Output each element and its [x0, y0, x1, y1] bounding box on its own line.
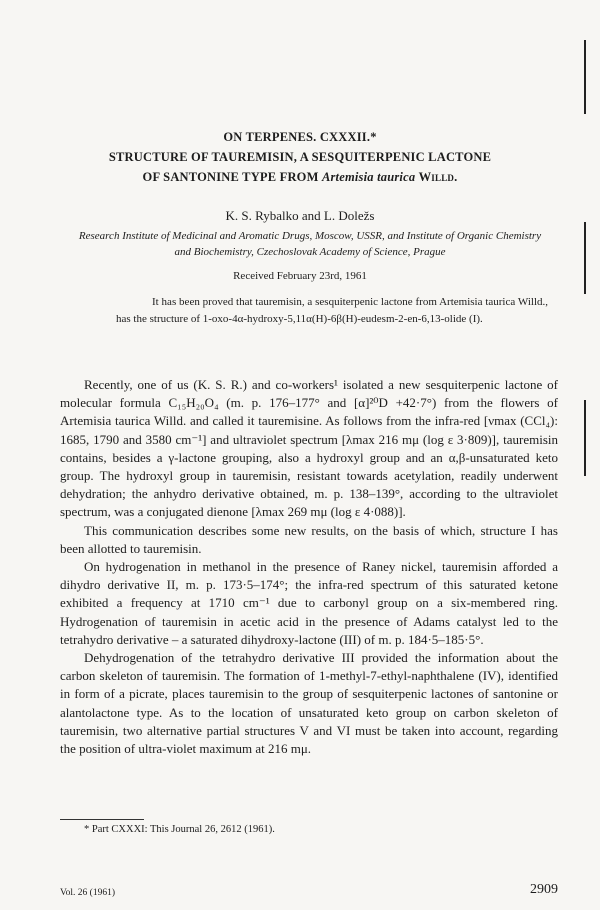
abstract: It has been proved that tauremisin, a sesquiterpenic lactone from Artemisia taurica Willd., has the structure of 1-oxo-4α-hydroxy-5,11α(H)-6β(H)-eudesm-2-en-6,13-olide (I).	[116, 296, 548, 325]
footnote-rule	[60, 819, 144, 820]
paragraph-3: On hydrogenation in methanol in the presence of Raney nickel, tauremisin afforded a dihydro derivative II, m. p. 173·5–174°; the infra-red spectrum of this saturated ketone exhibited a frequency at 1710 cm⁻¹ due to carbonyl group on a six-membered ring. Hydrogenation of tauremisin in acetic acid in the presence of Adams catalyst led to the tetrahydro derivative – a saturated dihydroxy-lactone (III) of m. p. 184·5–185·5°.	[60, 559, 558, 647]
margin-rule-middle	[584, 222, 586, 294]
title-species: Artemisia taurica	[321, 170, 416, 184]
received-date: Received February 23rd, 1961	[233, 270, 367, 282]
margin-rule-top	[584, 40, 586, 114]
paragraph-4: Dehydrogenation of the tetrahydro derivative III provided the information about the carbon skeleton of tauremisin. The formation of 1-methyl-7-ethyl-naphthalene (IV), identified in form of a picrate, places tauremisin to the group of sesquiterpenic lactones of santonine or alantolactone type. As to the location of unsaturated keto group on carbon skeleton of tauremisin, two alternative partial structures V and VI must be taken into account, regarding the position of ultra-violet maximum at 216 mμ.	[60, 650, 558, 757]
title-line-2: STRUCTURE OF TAUREMISIN, A SESQUITERPENIC LACTONE	[108, 150, 492, 164]
journal-volume: Vol. 26 (1961)	[60, 888, 115, 898]
article-body	[60, 376, 558, 758]
title-line-3	[0, 170, 600, 185]
footnote: * Part CXXXI: This Journal 26, 2612 (1961).	[84, 824, 275, 835]
authors: K. S. Rybalko and L. Doležs	[225, 208, 375, 223]
affiliation: Research Institute of Medicinal and Aromatic Drugs, Moscow, USSR, and Institute of Organic Chemistry and Biochemistry, Czechoslovak Academy of Science, Prague	[78, 230, 542, 258]
title-line-1: ON TERPENES. CXXXII.*	[223, 130, 377, 144]
paragraph-1: Recently, one of us (K. S. R.) and co-workers¹ isolated a new sesquiterpenic lactone of molecular formula C₁₅H₂₀O₄ (m. p. 176–177° and [α]²⁰D +42·7°) from the flowers of Artemisia taurica Willd. and called it tauremisine. As follows from the infra-red [νmax (CCl₄): 1685, 1790 and 3580 cm⁻¹] and ultraviolet spectrum [λmax 216 mμ (log ε 3·809)], tauremisin contains, besides a γ-lactone grouping, also a hydroxyl group and an α,β-unsaturated keto group. The hydroxyl group in tauremisin, resistant towards acetylation, readily underwent dehydration; the anhydro derivative obtained, m. p. 138–139°, according to the ultraviolet spectrum, was a conjugated dienone [λmax 269 mμ (log ε 4·088)].	[60, 377, 558, 520]
title-line-3-text: OF SANTONINE TYPE FROM	[142, 170, 319, 184]
page-number: 2909	[530, 882, 558, 897]
title-author: Willd.	[418, 170, 458, 184]
margin-rule-bottom	[584, 400, 586, 476]
paragraph-2: This communication describes some new results, on the basis of which, structure I has been allotted to tauremisin.	[60, 522, 558, 556]
